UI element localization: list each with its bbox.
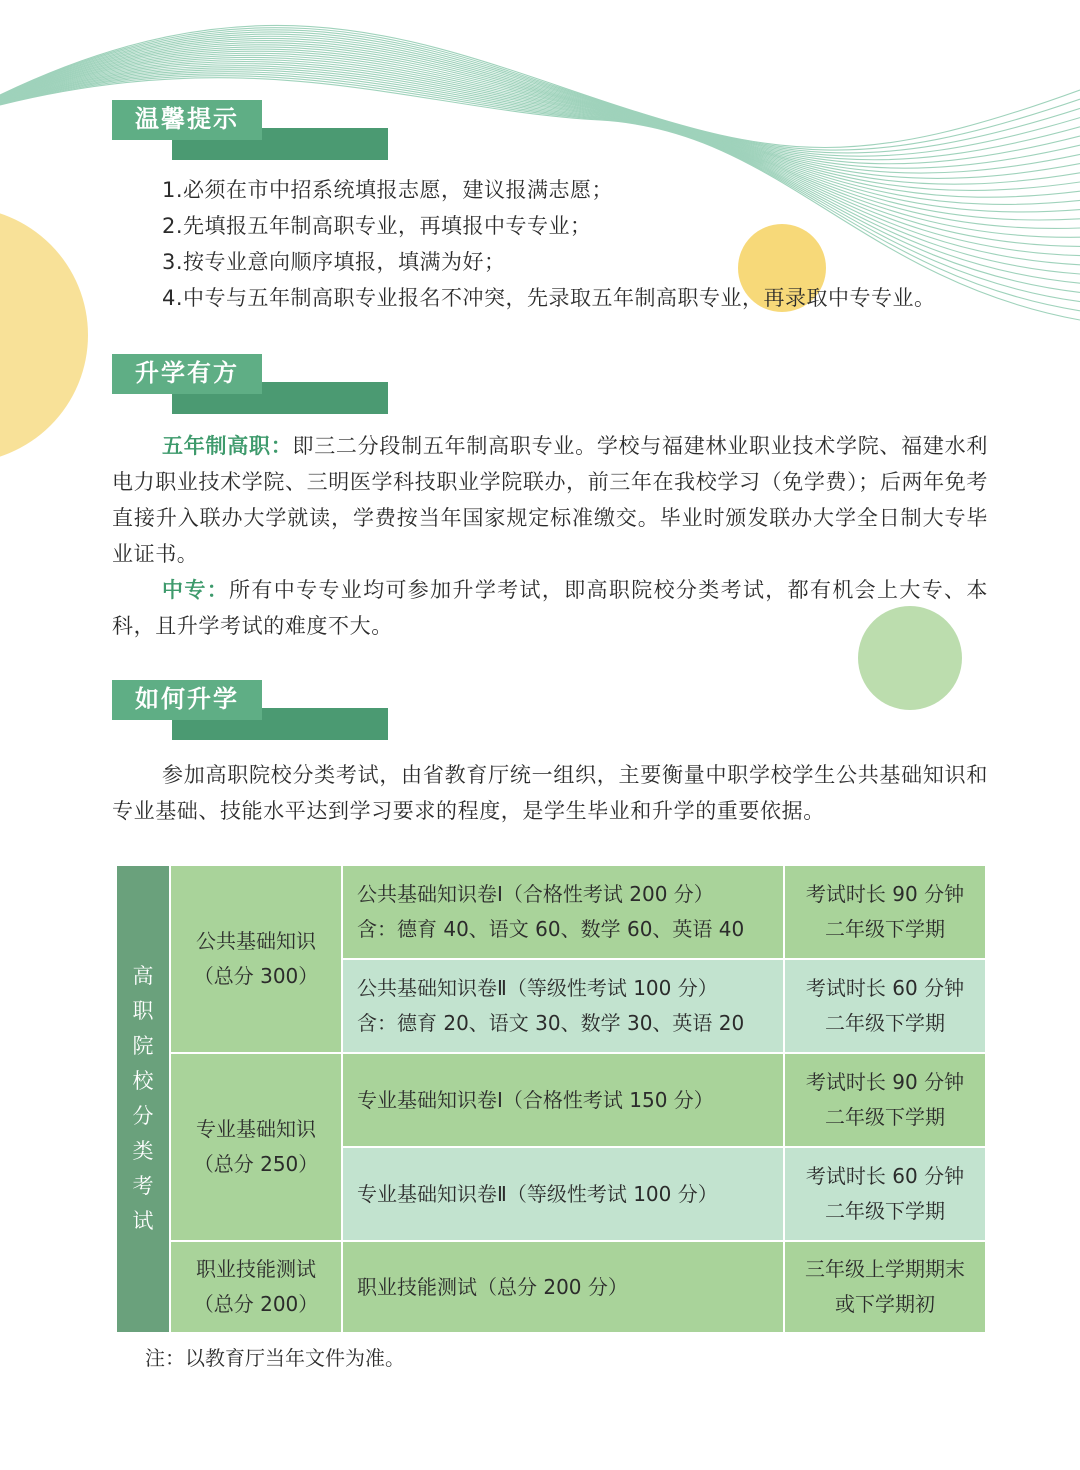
time-cell: 三年级上学期期末 或下学期初	[784, 1241, 986, 1333]
paper-cell: 专业基础知识卷Ⅱ（等级性考试 100 分）	[342, 1147, 784, 1241]
section-title: 温馨提示	[135, 105, 239, 133]
time-cell: 考试时长 60 分钟 二年级下学期	[784, 1147, 986, 1241]
tip-item: 4.中专与五年制高职专业报名不冲突，先录取五年制高职专业，再录取中专专业。	[162, 286, 936, 310]
subject-cell: 公共基础知识 （总分 300）	[170, 865, 342, 1053]
paper-cell: 专业基础知识卷Ⅰ（合格性考试 150 分）	[342, 1053, 784, 1147]
five-year-lead: 五年制高职：	[162, 434, 293, 458]
time-cell: 考试时长 90 分钟 二年级下学期	[784, 865, 986, 959]
exam-type-cell: 高职院校分类考试	[116, 865, 170, 1333]
footnote: 注：以教育厅当年文件为准。	[145, 1346, 405, 1370]
section-header-how	[112, 678, 392, 748]
how-paragraph: 参加高职院校分类考试，由省教育厅统一组织，主要衡量中职学校学生公共基础知识和专业基础、技能水平达到学习要求的程度，是学生毕业和升学的重要依据。	[112, 763, 988, 823]
paper-cell: 公共基础知识卷Ⅰ（合格性考试 200 分） 含：德育 40、语文 60、数学 60、英语 40	[342, 865, 784, 959]
table-row	[116, 865, 986, 959]
tip-item: 2.先填报五年制高职专业，再填报中专专业；	[162, 214, 592, 238]
paper-cell: 公共基础知识卷Ⅱ（等级性考试 100 分） 含：德育 20、语文 30、数学 30、英语 20	[342, 959, 784, 1053]
five-year-text: 即三二分段制五年制高职专业。学校与福建林业职业技术学院、福建水利电力职业技术学院、三明医学科技职业学院联办，前三年在我校学习（免学费）；后两年免考直接升入联办大学就读，学费按当年国家规定标准缴交。毕业时颁发联办大学全日制大专毕业证书。	[112, 434, 988, 566]
table-row	[116, 1053, 986, 1147]
section-header-routes	[112, 352, 392, 422]
section-header-tips	[112, 98, 392, 168]
section-title: 升学有方	[135, 359, 239, 387]
five-year-paragraph	[112, 428, 988, 572]
zhongzhuan-paragraph	[112, 572, 988, 644]
tip-item: 1.必须在市中招系统填报志愿，建议报满志愿；	[162, 178, 614, 202]
zhongzhuan-lead: 中专：	[162, 578, 230, 602]
zhongzhuan-text: 所有中专专业均可参加升学考试，即高职院校分类考试，都有机会上大专、本科，且升学考试的难度不大。	[112, 578, 988, 638]
tips-list	[162, 172, 1022, 316]
tip-item: 3.按专业意向顺序填报，填满为好；	[162, 250, 506, 274]
section-title: 如何升学	[135, 685, 239, 713]
subject-cell: 专业基础知识 （总分 250）	[170, 1053, 342, 1241]
time-cell: 考试时长 60 分钟 二年级下学期	[784, 959, 986, 1053]
paper-cell: 职业技能测试（总分 200 分）	[342, 1241, 784, 1333]
subject-cell: 职业技能测试 （总分 200）	[170, 1241, 342, 1333]
exam-table	[115, 864, 987, 1334]
time-cell: 考试时长 90 分钟 二年级下学期	[784, 1053, 986, 1147]
table-row	[116, 1241, 986, 1333]
